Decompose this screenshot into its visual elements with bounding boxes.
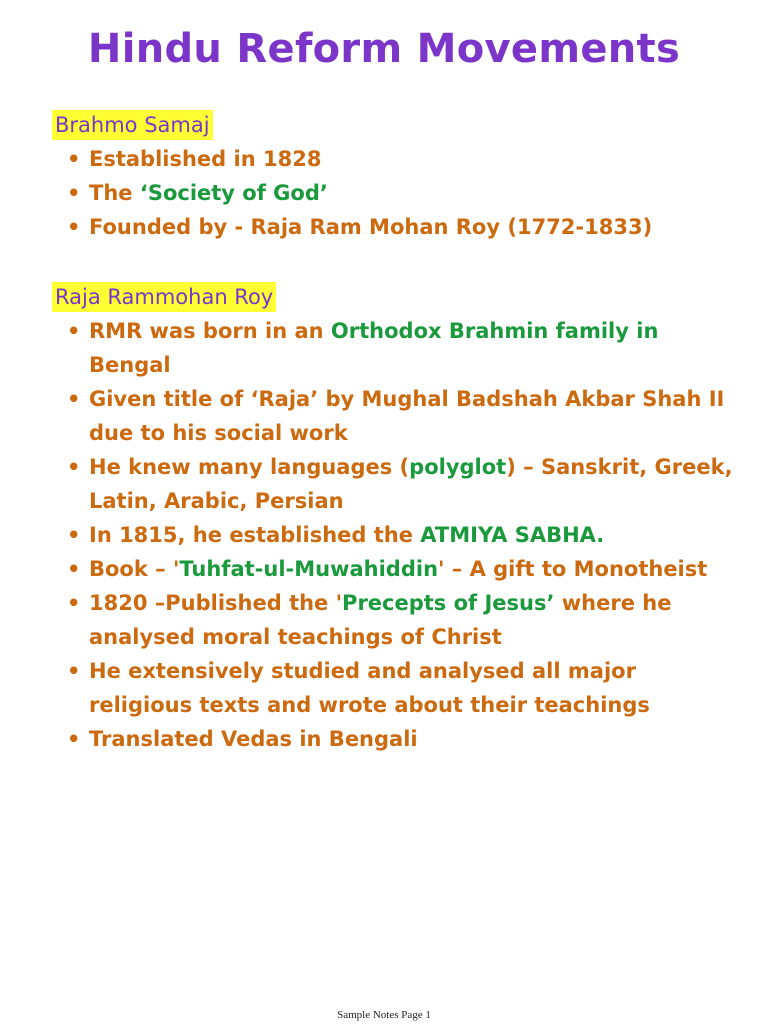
bullet-icon: • xyxy=(67,557,81,581)
bullet-icon: • xyxy=(67,591,81,615)
item-text: Established in 1828 xyxy=(89,147,322,171)
list-item xyxy=(52,654,742,722)
item-text: Book – ' xyxy=(89,557,180,581)
item-text: In 1815, he established the xyxy=(89,523,421,547)
item-text: Given title of ‘Raja’ by Mughal Badshah Akbar Shah II due to his social work xyxy=(89,387,725,445)
bullet-icon: • xyxy=(67,523,81,547)
highlighted-text: ‘Society of God’ xyxy=(139,181,328,205)
page-title: Hindu Reform Movements xyxy=(87,26,681,72)
list-item xyxy=(52,210,742,244)
section-heading: Raja Rammohan Roy xyxy=(52,282,276,312)
item-text: ) – Sanskrit, Greek, Latin, Arabic, Persian xyxy=(89,455,733,513)
item-text: The xyxy=(89,181,140,205)
list-item xyxy=(52,314,742,382)
list-item xyxy=(52,142,742,176)
bullet-icon: • xyxy=(67,319,81,343)
list-item xyxy=(52,552,742,586)
highlighted-text: polyglot xyxy=(409,455,507,479)
item-text: He knew many languages ( xyxy=(89,455,410,479)
bullet-list xyxy=(52,314,742,756)
list-item xyxy=(52,382,742,450)
bullet-icon: • xyxy=(67,387,81,411)
item-text: where he analysed moral teachings of Christ xyxy=(89,591,672,649)
bullet-icon: • xyxy=(67,147,81,171)
section-brahmo-samaj xyxy=(52,110,742,244)
item-text: 1820 –Published the ' xyxy=(89,591,343,615)
highlighted-text: Tuhfat-ul-Muwahiddin xyxy=(179,557,439,581)
bullet-icon: • xyxy=(67,181,81,205)
bullet-list xyxy=(52,142,742,244)
list-item xyxy=(52,586,742,654)
bullet-icon: • xyxy=(67,215,81,239)
page-footer: Sample Notes Page 1 xyxy=(337,1009,431,1021)
bullet-icon: • xyxy=(67,727,81,751)
item-text: Translated Vedas in Bengali xyxy=(89,727,418,751)
list-item xyxy=(52,450,742,518)
section-heading: Brahmo Samaj xyxy=(52,110,213,140)
item-text: Bengal xyxy=(89,353,171,377)
list-item xyxy=(52,518,742,552)
section-raja-rammohan-roy xyxy=(52,282,742,756)
list-item xyxy=(52,176,742,210)
item-text: He extensively studied and analysed all major religious texts and wrote about their teachings xyxy=(89,659,650,717)
item-text: ' – A gift to Monotheist xyxy=(438,557,708,581)
bullet-icon: • xyxy=(67,659,81,683)
bullet-icon: • xyxy=(67,455,81,479)
highlighted-text: Orthodox Brahmin family in xyxy=(330,319,659,343)
highlighted-text: ATMIYA SABHA. xyxy=(420,523,605,547)
item-text: Founded by - Raja Ram Mohan Roy (1772-1833) xyxy=(89,215,653,239)
item-text: RMR was born in an xyxy=(89,319,331,343)
highlighted-text: Precepts of Jesus’ xyxy=(342,591,555,615)
list-item xyxy=(52,722,742,756)
